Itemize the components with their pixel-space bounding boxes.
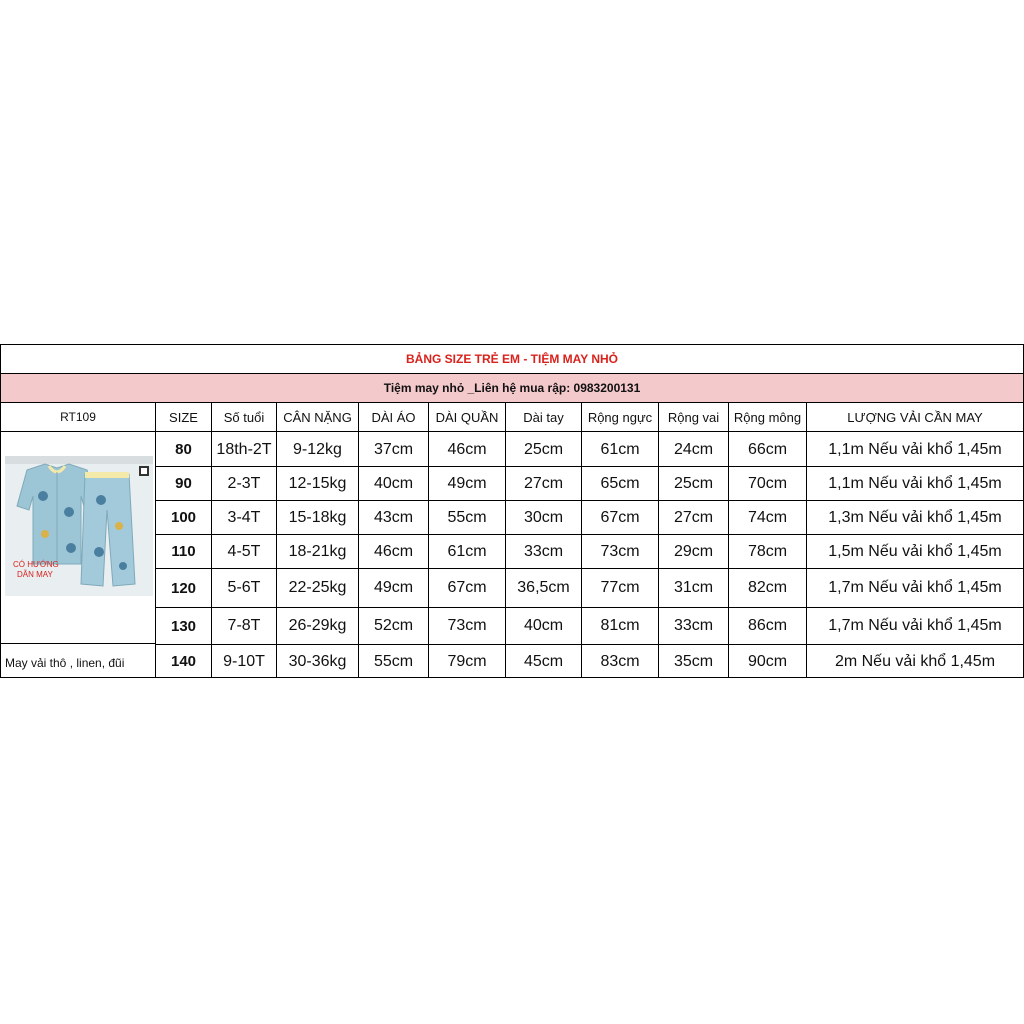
table-cell: 25cm <box>523 440 564 458</box>
chart-title: BẢNG SIZE TRẺ EM - TIỆM MAY NHỎ <box>405 352 618 366</box>
table-cell: 18-21kg <box>288 542 347 560</box>
table-cell: 12-15kg <box>288 474 347 492</box>
column-header: Số tuổi <box>223 409 265 425</box>
table-cell: 25cm <box>673 474 714 492</box>
size-cell: 80 <box>175 441 192 458</box>
table-cell: 9-10T <box>223 652 265 670</box>
table-cell: 49cm <box>373 579 414 596</box>
grid-line <box>0 344 1024 345</box>
product-image <box>5 456 153 596</box>
border-line <box>0 344 1 678</box>
size-cell: 140 <box>170 653 197 670</box>
column-header: Rộng mông <box>733 409 802 425</box>
table-cell: 7-8T <box>227 617 261 634</box>
table-cell: 30cm <box>523 508 564 526</box>
contact-banner: Tiệm may nhỏ _Liên hệ mua rập: 0983200131 <box>1 374 1023 402</box>
table-cell: 65cm <box>600 474 640 492</box>
size-cell: 130 <box>170 617 197 635</box>
table-cell: 61cm <box>600 440 640 458</box>
table-cell: 61cm <box>447 542 487 560</box>
table-cell: 83cm <box>600 652 640 670</box>
table-cell: 33cm <box>673 617 714 634</box>
table-cell: 78cm <box>747 542 788 560</box>
grid-line <box>0 431 1024 432</box>
table-cell: 77cm <box>600 579 640 596</box>
column-header: LƯỢNG VẢI CẦN MAY <box>847 409 983 425</box>
table-cell: 1,1m Nếu vải khổ 1,45m <box>828 474 1002 492</box>
table-cell: 27cm <box>673 508 714 526</box>
table-cell: 36,5cm <box>517 579 570 596</box>
table-cell: 35cm <box>673 652 714 670</box>
table-cell: 27cm <box>523 474 564 492</box>
column-header: DÀI ÁO <box>371 409 416 425</box>
table-cell: 81cm <box>600 617 640 634</box>
table-cell: 79cm <box>447 652 487 670</box>
table-cell: 73cm <box>447 617 487 634</box>
column-header: Rộng vai <box>667 409 720 425</box>
table-cell: 29cm <box>673 542 714 560</box>
table-cell: 67cm <box>447 579 487 596</box>
table-cell: 90cm <box>747 652 788 670</box>
table-cell: 46cm <box>373 542 414 560</box>
table-cell: 3-4T <box>227 508 261 526</box>
table-cell: 2m Nếu vải khổ 1,45m <box>834 652 996 670</box>
column-header: Rộng ngực <box>587 409 653 425</box>
column-header: Dài tay <box>523 409 564 425</box>
image-caption-line-2: DẪN MAY <box>17 570 53 579</box>
table-cell: 67cm <box>600 508 640 526</box>
table-cell: 33cm <box>523 542 564 560</box>
table-cell: 4-5T <box>227 542 261 560</box>
table-cell: 24cm <box>673 440 714 458</box>
table-cell: 37cm <box>373 440 414 458</box>
table-cell: 40cm <box>523 617 564 634</box>
table-cell: 9-12kg <box>293 440 342 458</box>
table-cell: 73cm <box>600 542 640 560</box>
image-caption-line-1: CÓ HƯỚNG <box>13 560 59 569</box>
row-separator <box>0 643 155 644</box>
fabric-note: May vải thô , linen, đũi <box>5 656 125 670</box>
column-header: SIZE <box>169 409 198 425</box>
table-cell: 52cm <box>373 617 414 634</box>
table-cell: 43cm <box>373 508 414 526</box>
table-cell: 66cm <box>747 440 788 458</box>
table-cell: 26-29kg <box>288 617 347 634</box>
table-cell: 55cm <box>373 652 414 670</box>
table-cell: 1,7m Nếu vải khổ 1,45m <box>828 617 1002 634</box>
table-cell: 86cm <box>747 617 788 634</box>
table-cell: 46cm <box>447 440 487 458</box>
size-cell: 110 <box>171 543 196 560</box>
table-cell: 2-3T <box>227 474 261 492</box>
table-cell: 40cm <box>373 474 414 492</box>
model-code: RT109 <box>60 410 96 424</box>
size-cell: 100 <box>170 509 197 526</box>
grid-line <box>0 373 1024 374</box>
table-cell: 31cm <box>673 579 714 596</box>
size-chart-table <box>0 344 1024 678</box>
table-cell: 1,7m Nếu vải khổ 1,45m <box>828 579 1002 596</box>
table-cell: 1,1m Nếu vải khổ 1,45m <box>828 440 1002 458</box>
table-cell: 1,5m Nếu vải khổ 1,45m <box>828 542 1002 560</box>
table-cell: 15-18kg <box>288 508 347 526</box>
table-cell: 18th-2T <box>216 440 272 458</box>
table-cell: 1,3m Nếu vải khổ 1,45m <box>828 508 1002 526</box>
table-cell: 55cm <box>447 508 487 526</box>
column-header: DÀI QUẦN <box>435 409 499 425</box>
table-cell: 74cm <box>747 508 788 526</box>
table-cell: 22-25kg <box>288 579 347 596</box>
table-cell: 30-36kg <box>288 652 347 670</box>
table-cell: 70cm <box>747 474 788 492</box>
table-cell: 49cm <box>447 474 487 492</box>
size-cell: 90 <box>175 475 192 492</box>
table-cell: 45cm <box>523 652 564 670</box>
table-cell: 5-6T <box>227 579 261 596</box>
column-header: CÂN NẶNG <box>283 409 352 425</box>
size-cell: 120 <box>170 579 197 597</box>
table-cell: 82cm <box>747 579 788 596</box>
